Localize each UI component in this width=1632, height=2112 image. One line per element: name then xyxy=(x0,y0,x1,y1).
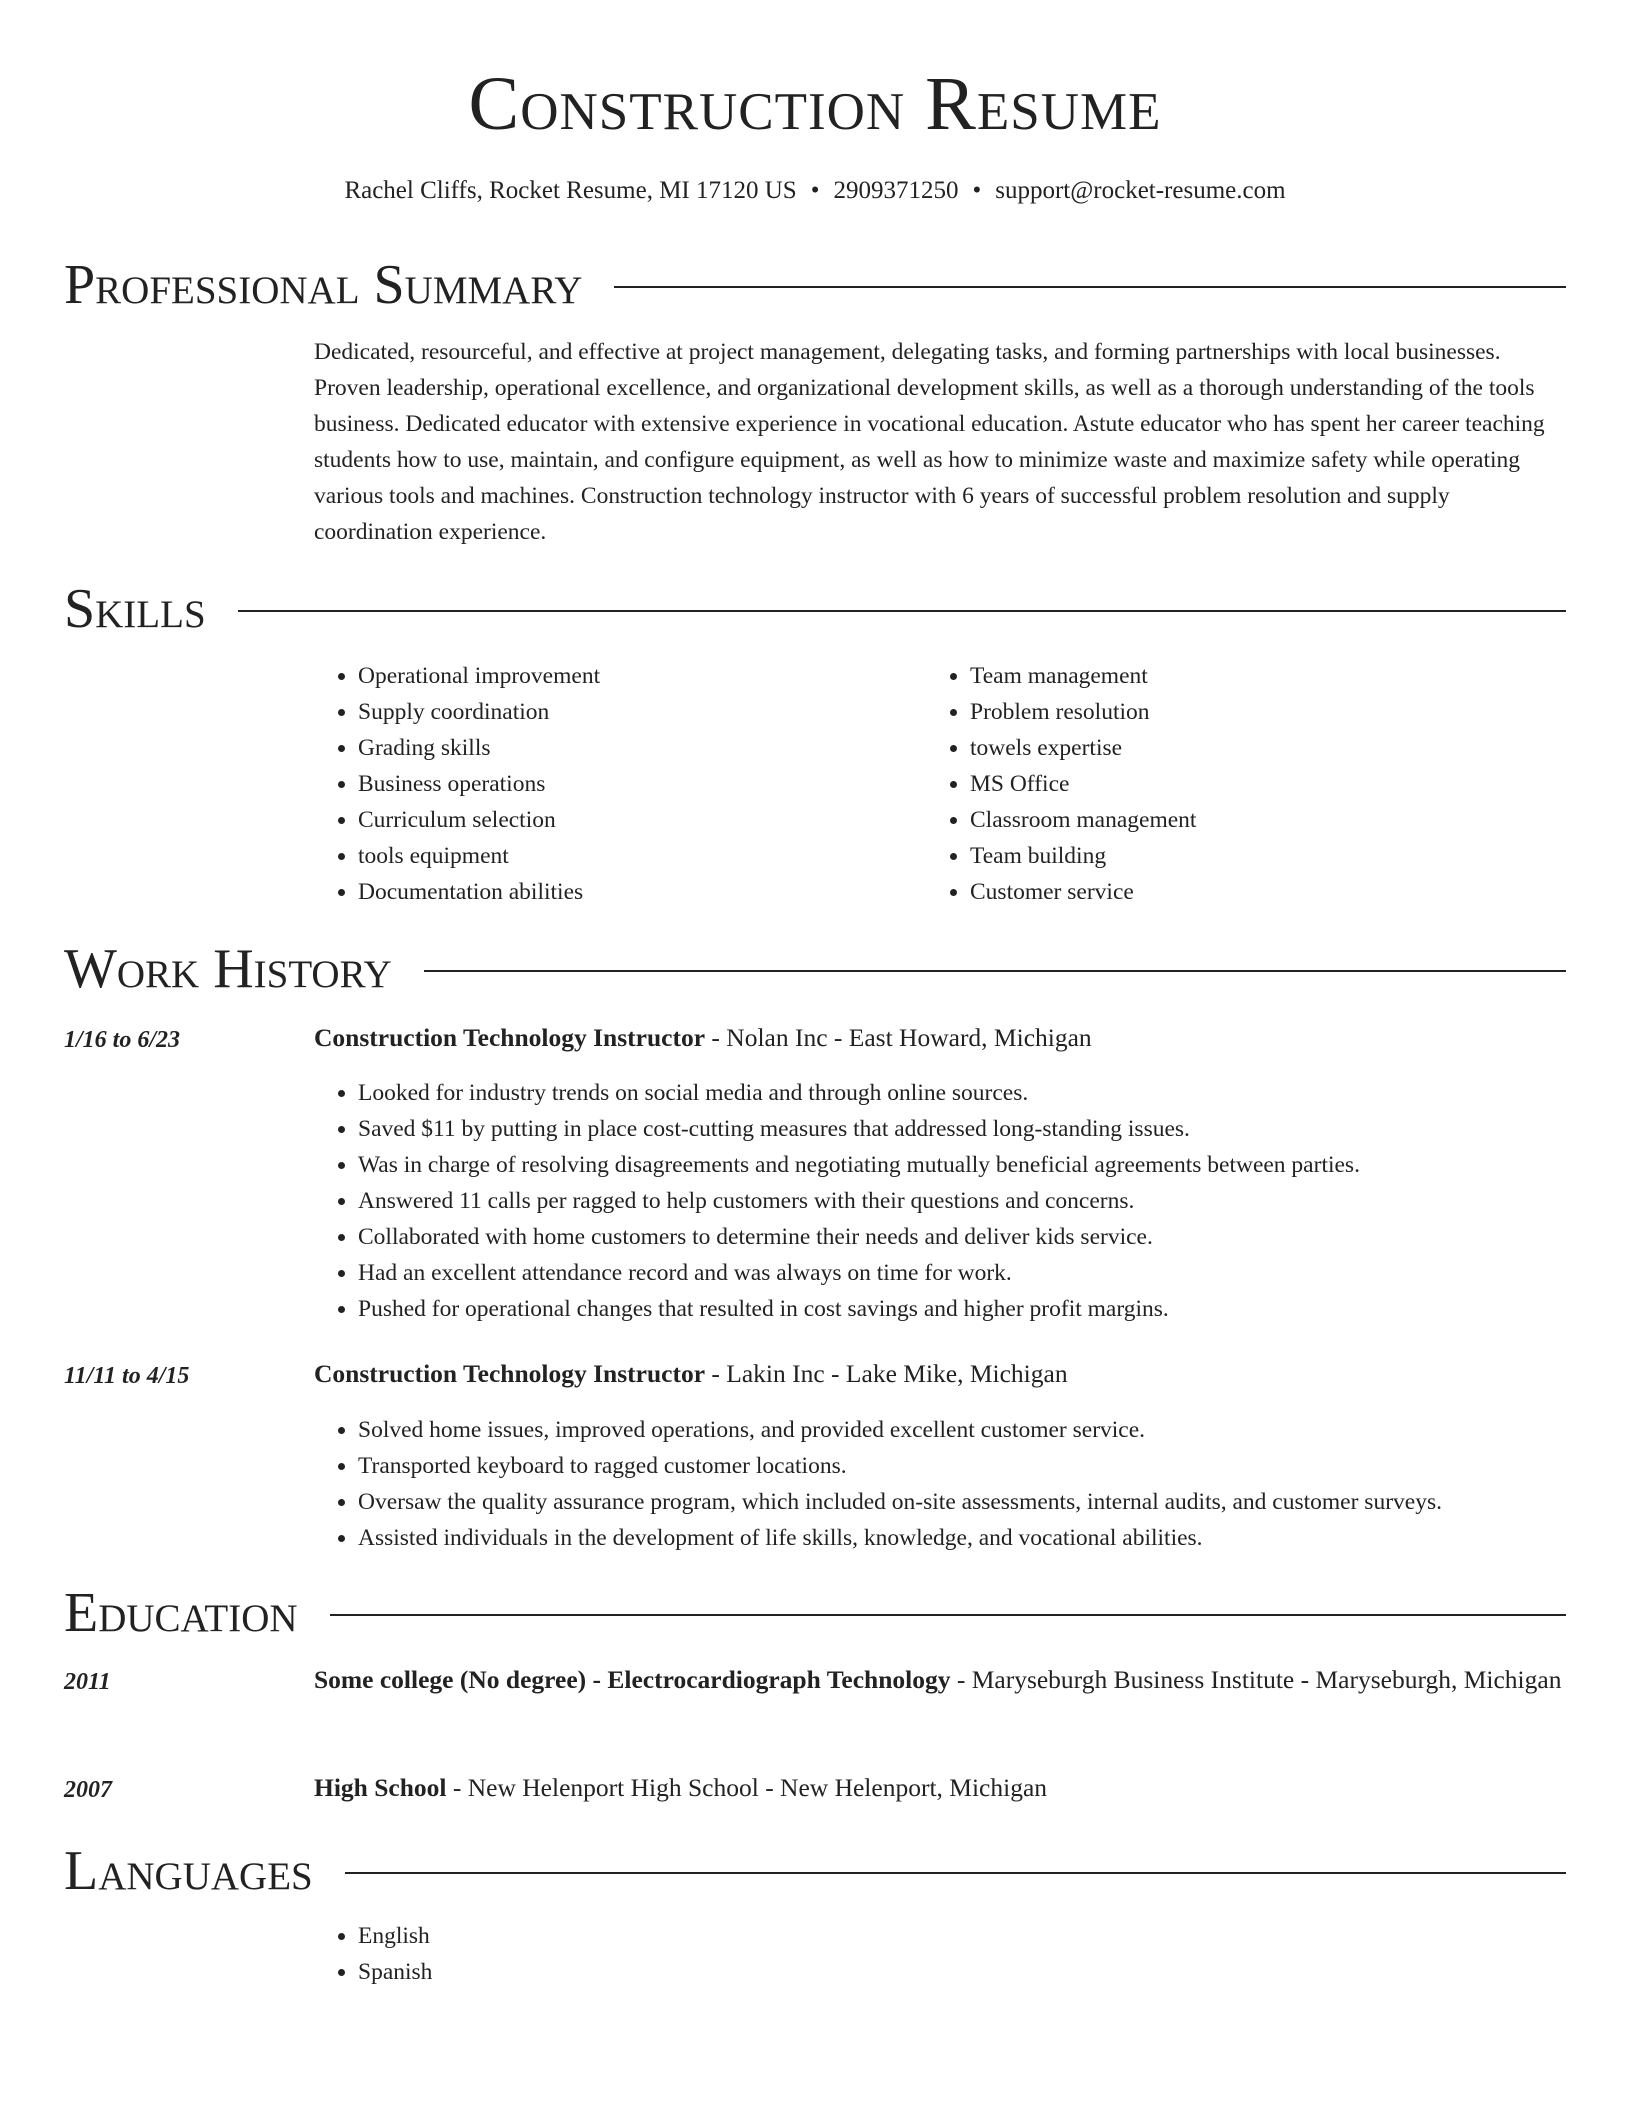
work-bullet: • Solved home issues, improved operations, and provided excellent customer service. xyxy=(358,1412,1566,1448)
work-bullet: • Had an excellent attendance record and was always on time for work. xyxy=(358,1255,1566,1291)
degree-title: Some college (No degree) - Electrocardiograph Technology xyxy=(314,1665,951,1694)
section-rule xyxy=(424,970,1566,972)
skill-item: • towels expertise xyxy=(970,730,1526,766)
skill-item: • Grading skills xyxy=(358,730,914,766)
skills-column-left xyxy=(314,658,914,910)
skill-item: • Documentation abilities xyxy=(358,874,914,910)
language-item: • English xyxy=(358,1918,1566,1954)
skill-item: • Customer service xyxy=(970,874,1526,910)
work-entry-bullets xyxy=(314,1075,1566,1327)
skill-item: • Team management xyxy=(970,658,1526,694)
section-rule xyxy=(330,1614,1566,1616)
skill-item: • MS Office xyxy=(970,766,1526,802)
education-date: 2011 xyxy=(64,1669,111,1695)
section-title: Languages xyxy=(64,1840,313,1902)
work-bullet: • Transported keyboard to ragged customer locations. xyxy=(358,1448,1566,1484)
section-education-header xyxy=(64,1580,1566,1646)
work-entry-bullets xyxy=(314,1412,1566,1556)
work-bullet: • Answered 11 calls per ragged to help customers with their questions and concerns. xyxy=(358,1183,1566,1219)
skill-item: • Business operations xyxy=(358,766,914,802)
job-detail: - Lakin Inc - Lake Mike, Michigan xyxy=(705,1359,1068,1388)
work-bullet: • Pushed for operational changes that resulted in cost savings and higher profit margins. xyxy=(358,1291,1566,1327)
section-title: Work History xyxy=(64,938,392,1000)
contact-address: Rachel Cliffs, Rocket Resume, MI 17120 US xyxy=(344,177,797,204)
work-bullet: • Looked for industry trends on social media and through online sources. xyxy=(358,1075,1566,1111)
skills-column-right xyxy=(926,658,1526,910)
education-entry-heading xyxy=(314,1660,1566,1700)
work-bullet: • Oversaw the quality assurance program, which included on-site assessments, internal audits, and customer surveys. xyxy=(358,1484,1566,1520)
section-title: Skills xyxy=(64,578,206,640)
section-work-header xyxy=(64,936,1566,1002)
skill-item: • Problem resolution xyxy=(970,694,1526,730)
language-item: • Spanish xyxy=(358,1954,1566,1990)
education-date: 2007 xyxy=(64,1777,112,1803)
work-entry-heading xyxy=(314,1354,1566,1394)
resume-title: Construction Resume xyxy=(468,62,1162,146)
languages-list xyxy=(314,1918,1566,1990)
skill-item: • Curriculum selection xyxy=(358,802,914,838)
work-bullet: • Assisted individuals in the development of life skills, knowledge, and vocational abilities. xyxy=(358,1520,1566,1556)
skill-item: • Operational improvement xyxy=(358,658,914,694)
job-title: Construction Technology Instructor xyxy=(314,1023,706,1052)
contact-email: support@rocket-resume.com xyxy=(995,177,1286,204)
skill-item: • tools equipment xyxy=(358,838,914,874)
degree-title: High School xyxy=(314,1773,447,1802)
job-title: Construction Technology Instructor xyxy=(314,1359,706,1388)
skill-item: • Classroom management xyxy=(970,802,1526,838)
section-rule xyxy=(345,1872,1566,1874)
section-rule xyxy=(614,286,1566,288)
job-detail: - Nolan Inc - East Howard, Michigan xyxy=(705,1023,1092,1052)
section-skills-header xyxy=(64,576,1566,642)
skill-item: • Team building xyxy=(970,838,1526,874)
section-title: Education xyxy=(64,1582,298,1644)
skill-item: • Supply coordination xyxy=(358,694,914,730)
work-bullet: • Saved $11 by putting in place cost-cutting measures that addressed long-standing issues. xyxy=(358,1111,1566,1147)
school-detail: - Maryseburgh Business Institute - Maryseburgh, Michigan xyxy=(950,1665,1562,1694)
section-title: Professional Summary xyxy=(64,254,583,316)
work-bullet: • Collaborated with home customers to determine their needs and deliver kids service. xyxy=(358,1219,1566,1255)
work-date: 1/16 to 6/23 xyxy=(64,1027,181,1053)
work-entry-heading xyxy=(314,1018,1566,1058)
section-languages-header xyxy=(64,1838,1566,1904)
contact-phone: 2909371250 xyxy=(833,177,959,204)
contact-separator: • xyxy=(972,177,982,204)
work-date: 11/11 to 4/15 xyxy=(64,1363,190,1389)
work-bullet: • Was in charge of resolving disagreements and negotiating mutually beneficial agreements between parties. xyxy=(358,1147,1566,1183)
education-entry-heading xyxy=(314,1768,1566,1808)
contact-separator: • xyxy=(810,177,820,204)
contact-line xyxy=(64,174,1566,208)
school-detail: - New Helenport High School - New Helenport, Michigan xyxy=(446,1773,1048,1802)
section-rule xyxy=(238,610,1566,612)
section-summary-header xyxy=(64,252,1566,318)
summary-text: Dedicated, resourceful, and effective at project management, delegating tasks, and forming partnerships with local businesses. Proven leadership, operational excellence, and organizational development skills, as well as a thorough understanding of the tools business. Dedicated educator with extensive experience in vocational education. Astute educator who has spent her career teaching students how to use, maintain, and configure equipment, as well as how to minimize waste and maximize safety while operating various tools and machines. Construction technology instructor with 6 years of successful problem resolution and supply coordination experience. xyxy=(314,339,1545,545)
